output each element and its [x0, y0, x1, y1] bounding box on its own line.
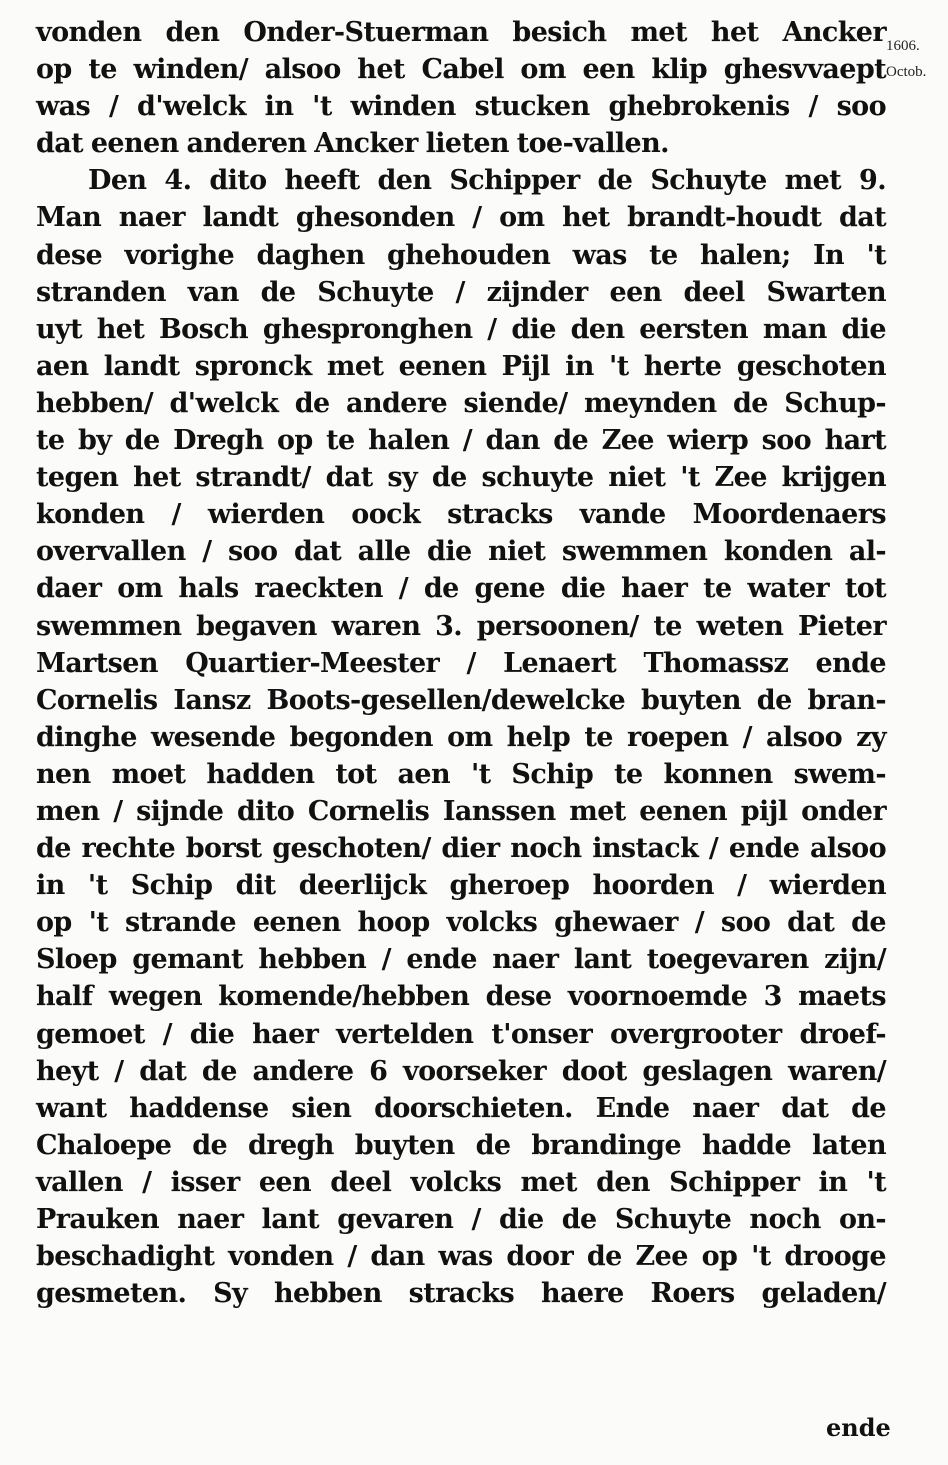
text-line: was / d'welck in 't winden stucken ghebrokenis / soo [36, 91, 886, 123]
text-line: uyt het Bosch ghespronghen / die den eersten man die [36, 313, 886, 345]
text-line: in 't Schip dit deerlijck gheroep hoorden / wierden [36, 870, 886, 902]
text-line: half wegen komende/hebben dese voornoemde 3 maets [36, 981, 886, 1013]
text-line: stranden van de Schuyte / zijnder een deel Swarten [36, 276, 886, 308]
text-line: gemoet / die haer vertelden t'onser overgrooter droef- [36, 1018, 886, 1050]
text-line: tegen het strandt/ dat sy de schuyte niet 't Zee krijgen [36, 462, 886, 494]
text-line: Sloep gemant hebben / ende naer lant toegevaren zijn/ [36, 944, 886, 976]
text-line: dese vorighe daghen ghehouden was te halen; In 't [36, 239, 886, 271]
margin-month: Octob. [886, 64, 927, 80]
text-line: de rechte borst geschoten/ dier noch instack / ende alsoo [36, 833, 886, 865]
text-line: men / sijnde dito Cornelis Ianssen met eenen pijl onder [36, 795, 886, 827]
margin-year: 1606. [886, 38, 920, 54]
text-line: vallen / isser een deel volcks met den Schipper in 't [36, 1166, 886, 1198]
text-line: aen landt spronck met eenen Pijl in 't herte geschoten [36, 350, 886, 382]
text-line: konden / wierden oock stracks vande Moordenaers [36, 499, 886, 531]
text-line: daer om hals raeckten / de gene die haer te water tot [36, 573, 886, 605]
text-line: want haddense sien doorschieten. Ende naer dat de [36, 1092, 886, 1124]
text-line: Martsen Quartier-Meester / Lenaert Thomassz ende [36, 647, 886, 679]
paragraph-start-line: Den 4. dito heeft den Schipper de Schuyte met 9. [88, 165, 886, 197]
text-line: swemmen begaven waren 3. persoonen/ te weten Pieter [36, 610, 886, 642]
text-line: dat eenen anderen Ancker lieten toe-vallen. [36, 128, 669, 160]
text-line: gesmeten. Sy hebben stracks haere Roers geladen/ [36, 1278, 886, 1310]
text-line: Prauken naer lant gevaren / die de Schuyte noch on- [36, 1204, 886, 1235]
text-line: te by de Dregh op te halen / dan de Zee wierp soo hart [36, 425, 886, 457]
catchword: ende [826, 1413, 891, 1442]
text-line: Man naer landt ghesonden / om het brandt-houdt dat [36, 202, 886, 234]
text-line: vonden den Onder-Stuerman besich met het Ancker [36, 17, 886, 48]
margin-note [886, 30, 948, 88]
text-line: op te winden/ alsoo het Cabel om een klip ghesvvaept [36, 54, 886, 86]
text-line: overvallen / soo dat alle die niet swemmen konden al- [36, 536, 886, 568]
text-line: beschadight vonden / dan was door de Zee op 't drooge [36, 1241, 886, 1273]
text-line: Chaloepe de dregh buyten de brandinge hadde laten [36, 1129, 886, 1161]
text-line: nen moet hadden tot aen 't Schip te konnen swem- [36, 758, 886, 790]
text-line: Cornelis Iansz Boots-gesellen/dewelcke buyten de bran- [36, 684, 886, 716]
text-line: heyt / dat de andere 6 voorseker doot geslagen waren/ [36, 1055, 886, 1087]
body-text [36, 14, 886, 1312]
text-line: dinghe wesende begonden om help te roepen / alsoo zy [36, 721, 886, 753]
text-line: hebben/ d'welck de andere siende/ meynden de Schup- [36, 387, 886, 419]
text-line: op 't strande eenen hoop volcks ghewaer / soo dat de [36, 907, 886, 939]
